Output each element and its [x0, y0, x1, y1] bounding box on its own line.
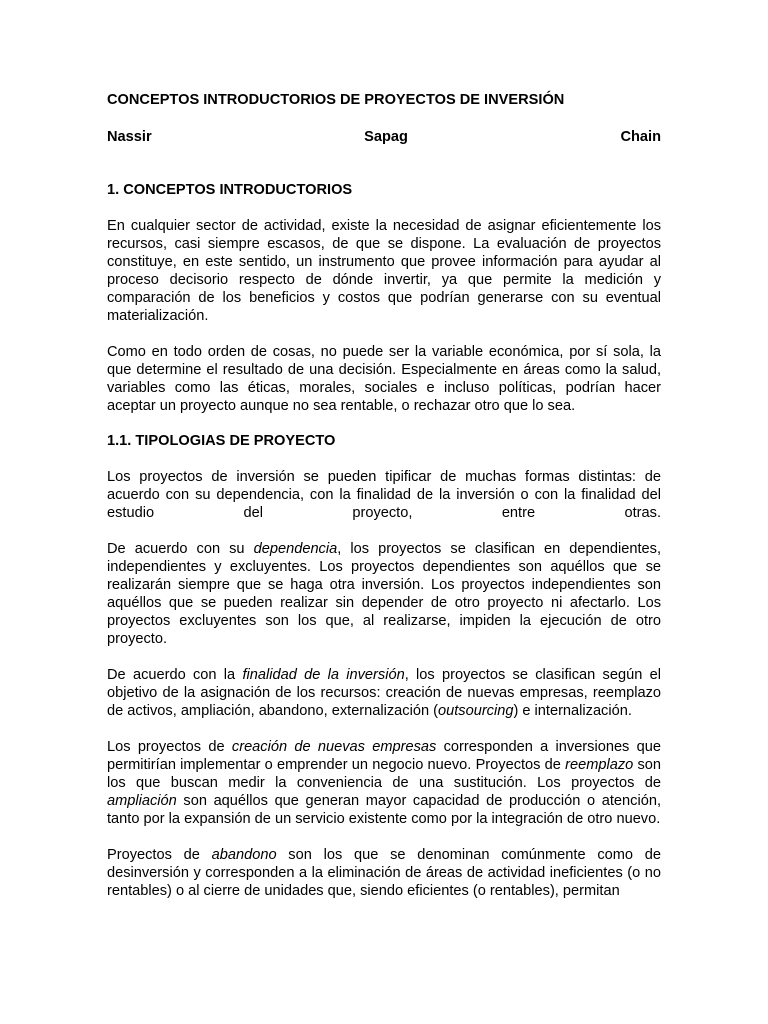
text-run: , los proyectos se clasifican según el objetivo de la asignación de los recursos: creación de nuevas empresas, reemplazo de activos, ampliación, abandono, externalización ( [107, 667, 661, 719]
author-line [107, 128, 661, 146]
paragraph-dependencia [107, 540, 661, 648]
text-run: corresponden a inversiones que permitirían implementar o emprender un negocio nuevo. Proyectos de [107, 739, 661, 773]
emphasis-reemplazo: reemplazo [565, 757, 634, 773]
text-run: Los proyectos de [107, 739, 232, 755]
emphasis-ampliacion: ampliación [107, 793, 177, 809]
paragraph-tipologias-1: Los proyectos de inversión se pueden tipificar de muchas formas distintas: de acuerdo con su dependencia, con la finalidad de la inversión o con la finalidad del estudio del proyecto, entre otras. [107, 469, 661, 521]
emphasis-finalidad: finalidad de la inversión [242, 667, 405, 683]
paragraph-finalidad [107, 666, 661, 720]
paragraph-abandono [107, 846, 661, 900]
paragraph-intro-2: Como en todo orden de cosas, no puede ser la variable económica, por sí sola, la que determine el resultado de una decisión. Especialmente en áreas como la salud, variables como las éticas, morales, sociales e incluso políticas, podrían hacer aceptar un proyecto aunque no sea rentable, o rechazar otro que lo sea. [107, 344, 661, 414]
text-run: son los que se denominan comúnmente como de desinversión y corresponden a la eliminación de áreas de actividad ineficientes (o no rentables) o al cierre de unidades que, siendo eficientes (o rentables), permitan [107, 847, 661, 899]
author-first-name: Nassir [107, 129, 152, 145]
text-run: son aquéllos que generan mayor capacidad de producción o atención, tanto por la expansión de un servicio existente como por la integración de otro nuevo. [107, 793, 661, 827]
paragraph-intro-1: En cualquier sector de actividad, existe la necesidad de asignar eficientemente los recursos, casi siempre escasos, de que se dispone. La evaluación de proyectos constituye, en este sentido, un instrumento que provee información para ayudar al proceso decisorio respecto de dónde invertir, ya que permite la medición y comparación de los beneficios y costos que podrían generarse con su eventual materialización. [107, 218, 661, 324]
text-run: De acuerdo con la [107, 667, 243, 683]
emphasis-abandono: abandono [211, 847, 277, 863]
document-title: CONCEPTOS INTRODUCTORIOS DE PROYECTOS DE INVERSIÓN [107, 92, 565, 108]
document-page [107, 91, 661, 900]
emphasis-dependencia: dependencia [253, 541, 338, 557]
author-last-name: Chain [620, 129, 661, 145]
section-heading-tipologias: 1.1. TIPOLOGIAS DE PROYECTO [107, 433, 336, 449]
text-run: , los proyectos se clasifican en dependientes, independientes y excluyentes. Los proyectos dependientes son aquéllos que se realizarán siempre que se haga otra inversión. Los proyectos independientes son aquéllos que se pueden realizar sin depender de otro proyecto ni afectarlo. Los proyectos excluyentes son los que, al realizarse, impiden la ejecución de otro proyecto. [107, 541, 661, 647]
text-run: son los que buscan medir la conveniencia de una sustitución. Los proyectos de [107, 757, 661, 791]
paragraph-creacion [107, 738, 661, 828]
author-middle-name: Sapag [364, 129, 408, 145]
section-heading-conceptos: 1. CONCEPTOS INTRODUCTORIOS [107, 182, 353, 198]
text-run: Proyectos de [107, 847, 212, 863]
emphasis-creacion: creación de nuevas empresas [231, 739, 437, 755]
emphasis-outsourcing: outsourcing [438, 703, 514, 719]
text-run: ) e internalización. [513, 703, 632, 719]
text-run: De acuerdo con su [107, 541, 254, 557]
